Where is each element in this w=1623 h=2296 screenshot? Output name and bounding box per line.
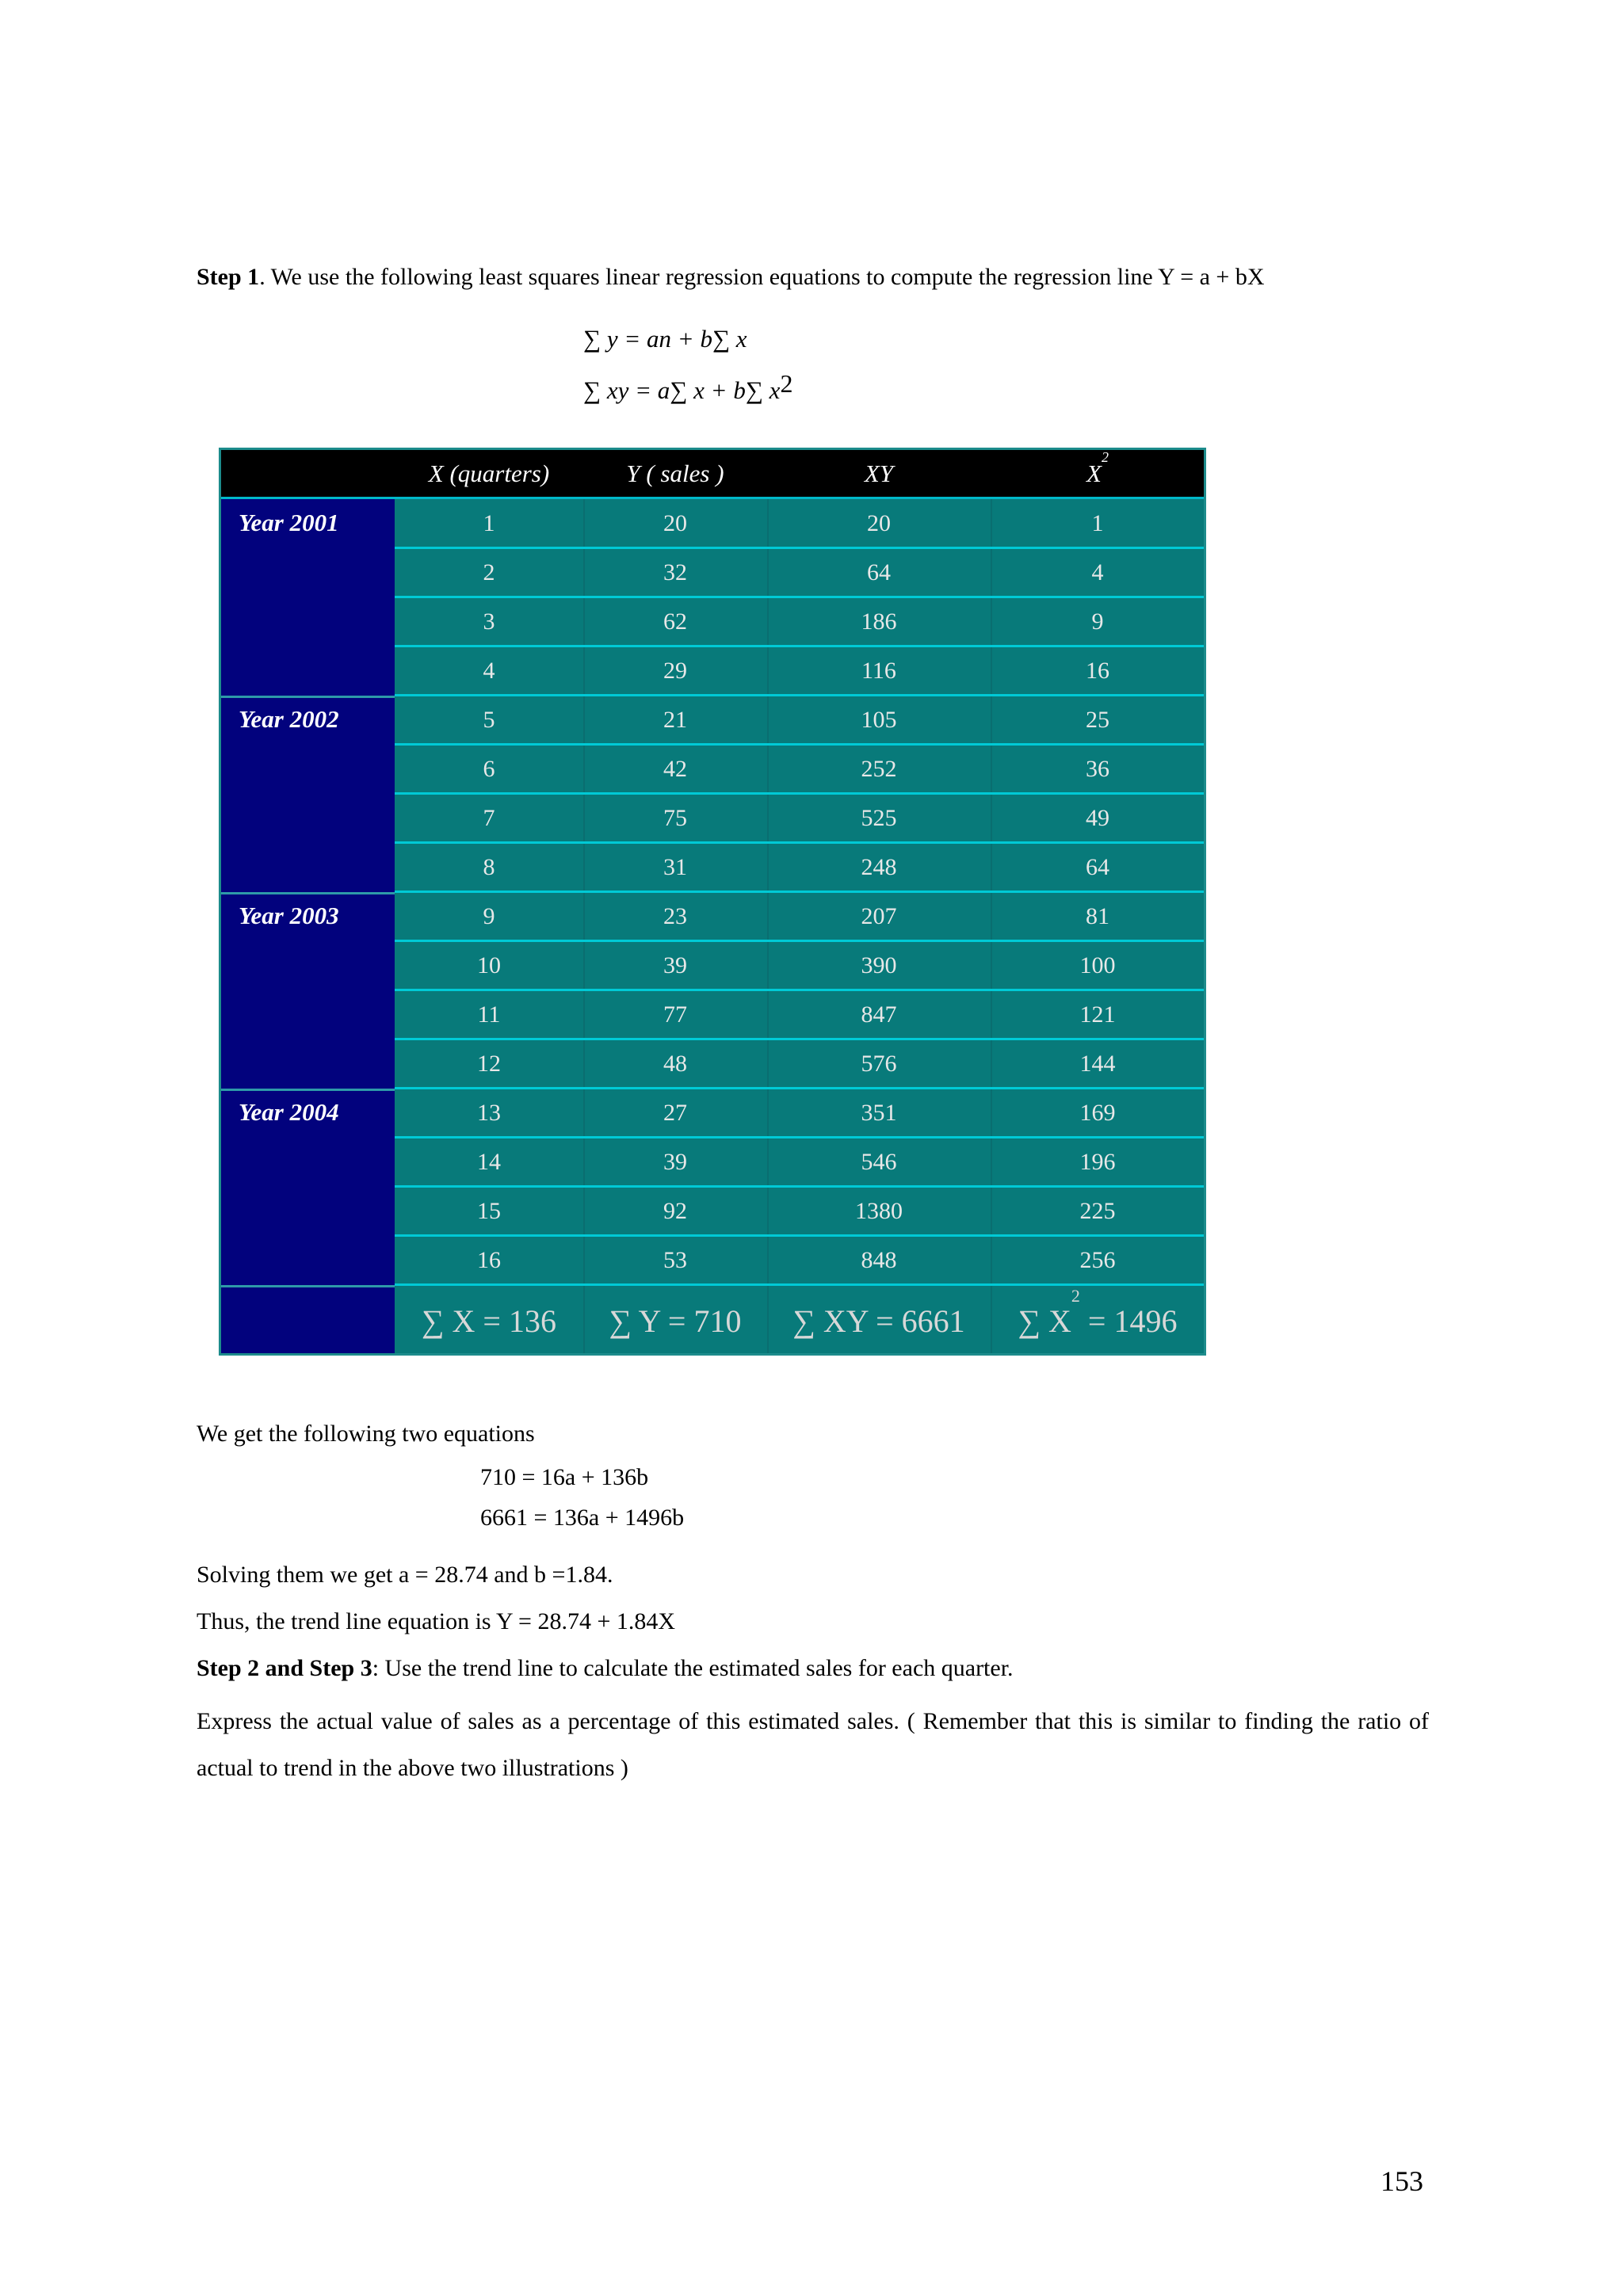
cell-x: 13 <box>477 1100 501 1126</box>
cell-x: 3 <box>483 608 495 635</box>
cell-x: 9 <box>483 903 495 929</box>
year-separator <box>221 696 395 698</box>
step23-text: : Use the trend line to calculate the estimated sales for each quarter. <box>372 1655 1014 1681</box>
cell-xy: 105 <box>861 707 897 733</box>
header-x-squared-exponent: 2 <box>1101 449 1109 465</box>
cell-x-squared: 16 <box>1086 658 1109 684</box>
cell-x: 11 <box>477 1001 501 1028</box>
cell-x-squared: 100 <box>1079 952 1116 978</box>
cell-xy: 390 <box>861 952 897 978</box>
step1-label: Step 1 <box>197 264 260 290</box>
sum-xy <box>767 1290 991 1353</box>
cell-x: 14 <box>477 1149 501 1175</box>
cell-x-squared: 256 <box>1079 1247 1116 1273</box>
sum-y-value: ∑ Y = 710 <box>609 1303 742 1339</box>
cell-y: 48 <box>663 1051 687 1077</box>
cell-y: 39 <box>663 952 687 978</box>
cell-xy: 116 <box>861 658 896 684</box>
trend-line-text: Thus, the trend line equation is Y = 28.74 + 1.84X <box>197 1608 676 1634</box>
sum-xy-value: ∑ XY = 6661 <box>792 1303 965 1339</box>
year-label-2003: Year 2003 <box>239 902 339 929</box>
cell-xy: 1380 <box>855 1198 903 1224</box>
cell-x-squared: 49 <box>1086 805 1109 831</box>
year-label-2001: Year 2001 <box>239 509 339 536</box>
cell-x: 15 <box>477 1198 501 1224</box>
normal-equation-2-main: ∑ xy = a∑ x + b∑ x <box>583 376 781 404</box>
cell-x-squared: 1 <box>1091 510 1104 536</box>
cell-x: 2 <box>483 559 495 585</box>
cell-x-squared: 25 <box>1086 707 1109 733</box>
cell-y: 53 <box>663 1247 687 1273</box>
cell-y: 27 <box>663 1100 687 1126</box>
year-label-2002: Year 2002 <box>239 705 339 733</box>
header-xy: XY <box>864 460 894 487</box>
cell-x-squared: 121 <box>1079 1001 1116 1028</box>
year-separator <box>221 892 395 894</box>
header-x-squared-base: X <box>1086 460 1102 487</box>
sum-y <box>583 1290 767 1353</box>
equations-intro: We get the following two equations <box>197 1421 535 1447</box>
cell-x-squared: 144 <box>1079 1051 1116 1077</box>
cell-x: 12 <box>477 1051 501 1077</box>
header-x-squared <box>991 450 1205 498</box>
header-y-sales: Y ( sales ) <box>626 460 724 487</box>
cell-y: 32 <box>663 559 687 585</box>
cell-xy: 20 <box>867 510 891 536</box>
cell-x-squared: 64 <box>1086 854 1109 880</box>
cell-y: 75 <box>663 805 687 831</box>
year-separator <box>221 1089 395 1091</box>
cell-y: 92 <box>663 1198 687 1224</box>
cell-xy: 248 <box>861 854 897 880</box>
table-header-row <box>221 450 1204 499</box>
cell-xy: 847 <box>861 1001 897 1028</box>
cell-xy: 848 <box>861 1247 897 1273</box>
year-separator <box>221 1285 395 1287</box>
cell-y: 42 <box>663 756 687 782</box>
sum-x2-value: = 1496 <box>1087 1303 1178 1339</box>
step1-text: . We use the following least squares linear regression equations to compute the regression line Y = a + bX <box>259 264 1265 290</box>
cell-x-squared: 81 <box>1086 903 1109 929</box>
header-x-quarters: X (quarters) <box>428 460 550 487</box>
cell-y: 62 <box>663 608 687 635</box>
cell-x: 16 <box>477 1247 501 1273</box>
cell-x-squared: 196 <box>1079 1149 1116 1175</box>
cell-xy: 351 <box>861 1100 897 1126</box>
page-number: 153 <box>1381 2165 1423 2197</box>
cell-y: 77 <box>663 1001 687 1028</box>
cell-xy: 186 <box>861 608 897 635</box>
express-paragraph: Express the actual value of sales as a percentage of this estimated sales. ( Remember that this is similar to finding the ratio of actual to trend in the above two illustrations ) <box>197 1708 1429 1781</box>
linear-equation-1: 710 = 16a + 136b <box>480 1464 649 1490</box>
cell-xy: 576 <box>861 1051 897 1077</box>
normal-equation-2 <box>583 369 793 405</box>
sum-x-value: ∑ X = 136 <box>422 1303 556 1339</box>
cell-x: 4 <box>483 658 495 684</box>
step23-paragraph <box>197 1651 1429 1686</box>
step1-paragraph <box>197 260 1429 295</box>
cell-xy: 64 <box>867 559 891 585</box>
regression-table <box>219 448 1206 1356</box>
sum-x2-main: ∑ X <box>1018 1303 1071 1339</box>
cell-y: 21 <box>663 707 687 733</box>
linear-equation-2: 6661 = 136a + 1496b <box>480 1505 685 1531</box>
cell-y: 39 <box>663 1149 687 1175</box>
cell-x: 10 <box>477 952 501 978</box>
cell-xy: 207 <box>861 903 897 929</box>
cell-x: 5 <box>483 707 495 733</box>
year-label-2004: Year 2004 <box>239 1098 339 1126</box>
sum-x <box>395 1290 583 1353</box>
cell-x: 1 <box>483 510 495 536</box>
cell-x: 6 <box>483 756 495 782</box>
normal-equation-1: ∑ y = an + b∑ x <box>583 325 747 353</box>
cell-y: 31 <box>663 854 687 880</box>
cell-xy: 252 <box>861 756 897 782</box>
cell-xy: 525 <box>861 805 897 831</box>
cell-y: 20 <box>663 510 687 536</box>
cell-xy: 546 <box>861 1149 897 1175</box>
cell-x-squared: 36 <box>1086 756 1109 782</box>
step23-label: Step 2 and Step 3 <box>197 1655 372 1681</box>
cell-x: 8 <box>483 854 495 880</box>
cell-y: 29 <box>663 658 687 684</box>
cell-x: 7 <box>483 805 495 831</box>
cell-x-squared: 9 <box>1091 608 1104 635</box>
cell-x-squared: 225 <box>1079 1198 1116 1224</box>
cell-y: 23 <box>663 903 687 929</box>
solution-text: Solving them we get a = 28.74 and b =1.84. <box>197 1562 613 1588</box>
cell-x-squared: 169 <box>1079 1100 1116 1126</box>
row-divider <box>395 1283 1204 1286</box>
sum-x-squared <box>991 1286 1205 1353</box>
cell-x-squared: 4 <box>1091 559 1104 585</box>
normal-equation-2-exponent: 2 <box>780 369 793 398</box>
sum-x2-exponent: 2 <box>1071 1286 1080 1306</box>
